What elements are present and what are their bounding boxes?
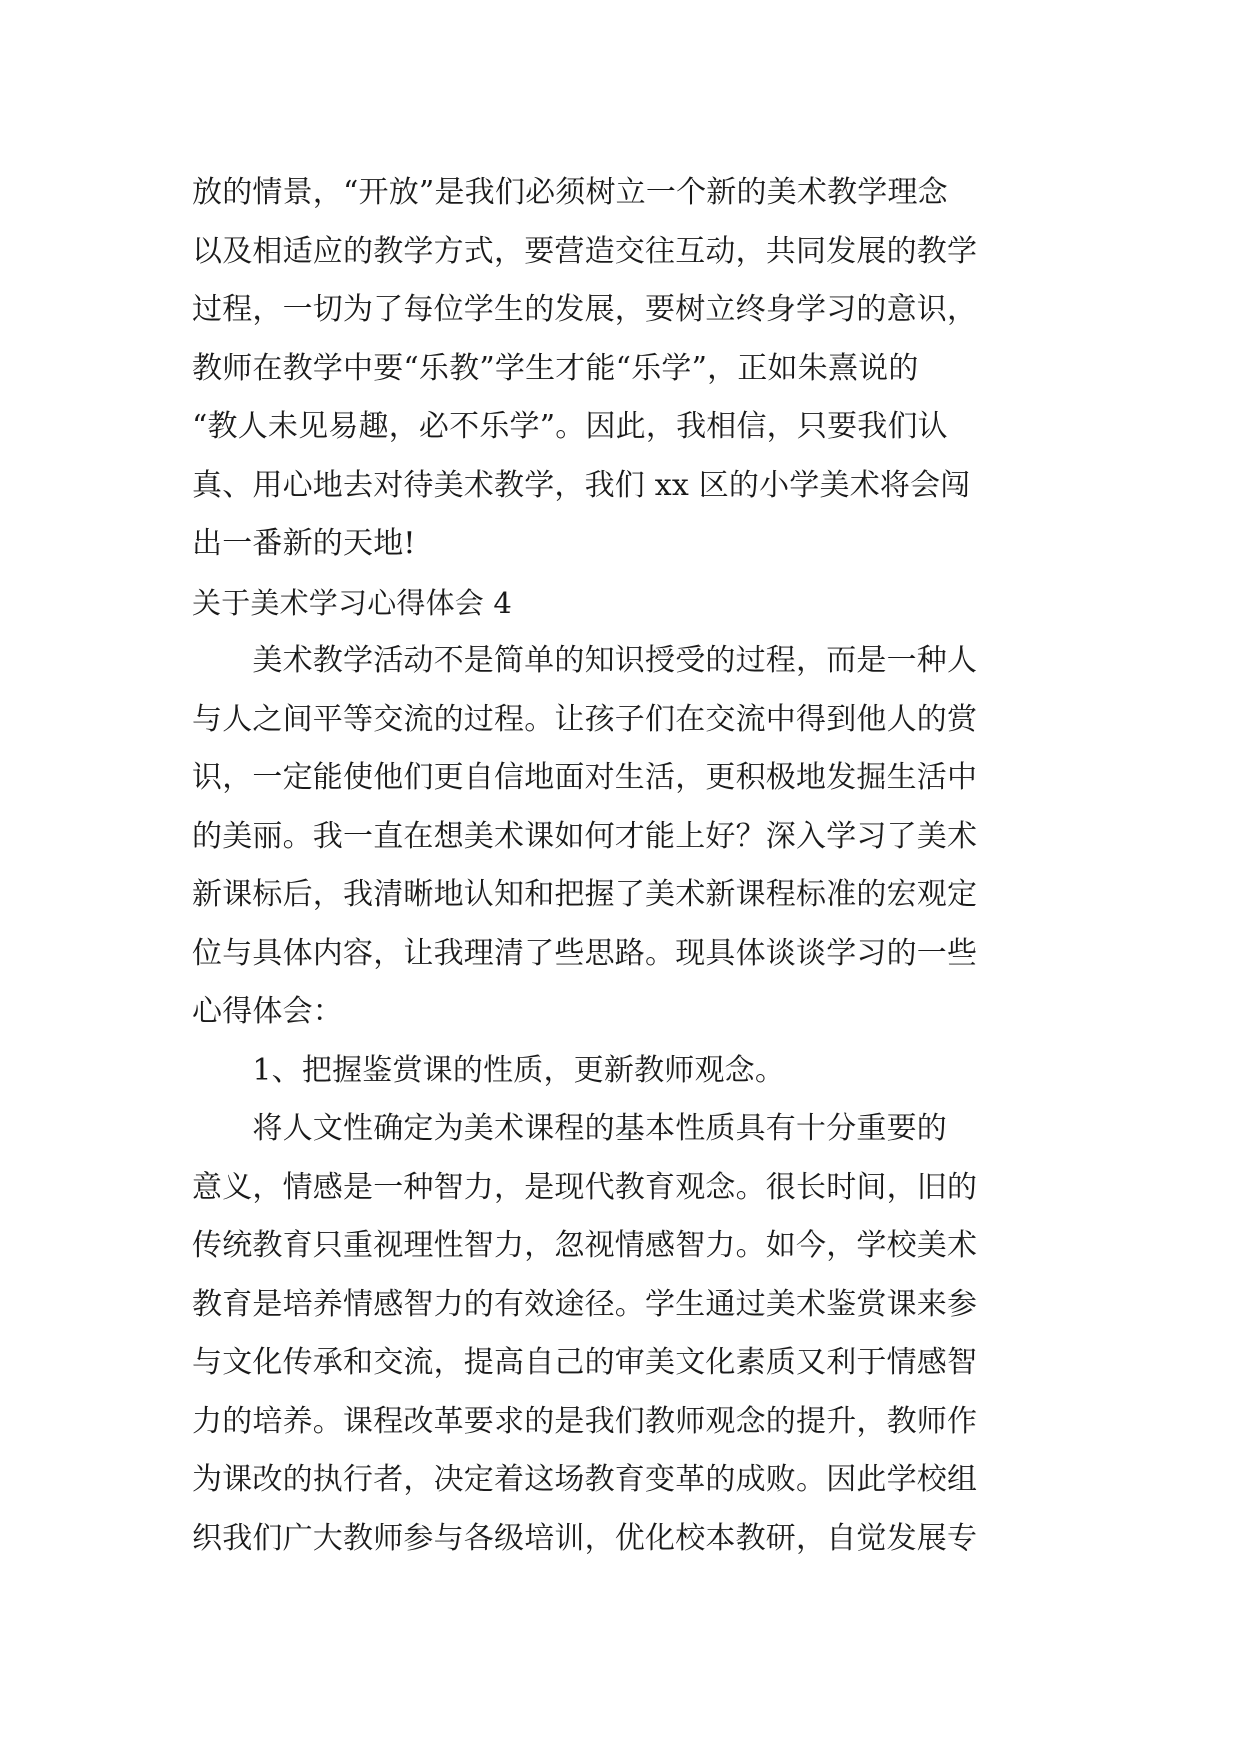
text-line: 意义，情感是一种智力，是现代教育观念。很长时间，旧的 <box>192 1169 978 1205</box>
text-line: 新课标后，我清晰地认知和把握了美术新课程标准的宏观定 <box>192 877 978 912</box>
section-heading: 关于美术学习心得体会 4 <box>192 585 513 620</box>
text-line: 出一番新的天地! <box>192 526 416 561</box>
text-line: 教育是培养情感智力的有效途径。学生通过美术鉴赏课来参 <box>192 1286 978 1322</box>
text-line: 力的培养。课程改革要求的是我们教师观念的提升，教师作 <box>192 1403 978 1439</box>
text-line: 的美丽。我一直在想美术课如何才能上好？深入学习了美术 <box>192 818 978 854</box>
text-line: 与人之间平等交流的过程。让孩子们在交流中得到他人的赏 <box>192 701 978 737</box>
text-line: 传统教育只重视理性智力，忽视情感智力。如今，学校美术 <box>192 1228 978 1263</box>
text-line: 过程，一切为了每位学生的发展，要树立终身学习的意识， <box>192 292 978 327</box>
text-line: 美术教学活动不是简单的知识授受的过程，而是一种人 <box>192 643 978 678</box>
body-text <box>192 164 1072 1568</box>
text-line: 心得体会： <box>192 994 343 1029</box>
text-line: 真、用心地去对待美术教学，我们 xx 区的小学美术将会闯 <box>192 467 971 503</box>
text-line: 与文化传承和交流，提高自己的审美文化素质又利于情感智 <box>192 1345 978 1380</box>
list-item-heading: 1、把握鉴赏课的性质，更新教师观念。 <box>192 1052 786 1088</box>
text-line: 识，一定能使他们更自信地面对生活，更积极地发掘生活中 <box>192 760 978 795</box>
text-line: 以及相适应的教学方式，要营造交往互动，共同发展的教学 <box>192 233 978 269</box>
text-line: 位与具体内容，让我理清了些思路。现具体谈谈学习的一些 <box>192 935 978 971</box>
text-line: 放的情景，“开放”是我们必须树立一个新的美术教学理念 <box>192 175 948 210</box>
text-line: 教师在教学中要“乐教”学生才能“乐学”，正如朱熹说的 <box>192 350 919 386</box>
text-line: 为课改的执行者，决定着这场教育变革的成败。因此学校组 <box>192 1462 978 1497</box>
text-line: 将人文性确定为美术课程的基本性质具有十分重要的 <box>192 1111 947 1146</box>
text-line: “教人未见易趣，必不乐学”。因此，我相信，只要我们认 <box>192 409 948 444</box>
text-line: 织我们广大教师参与各级培训，优化校本教研，自觉发展专 <box>192 1520 978 1556</box>
